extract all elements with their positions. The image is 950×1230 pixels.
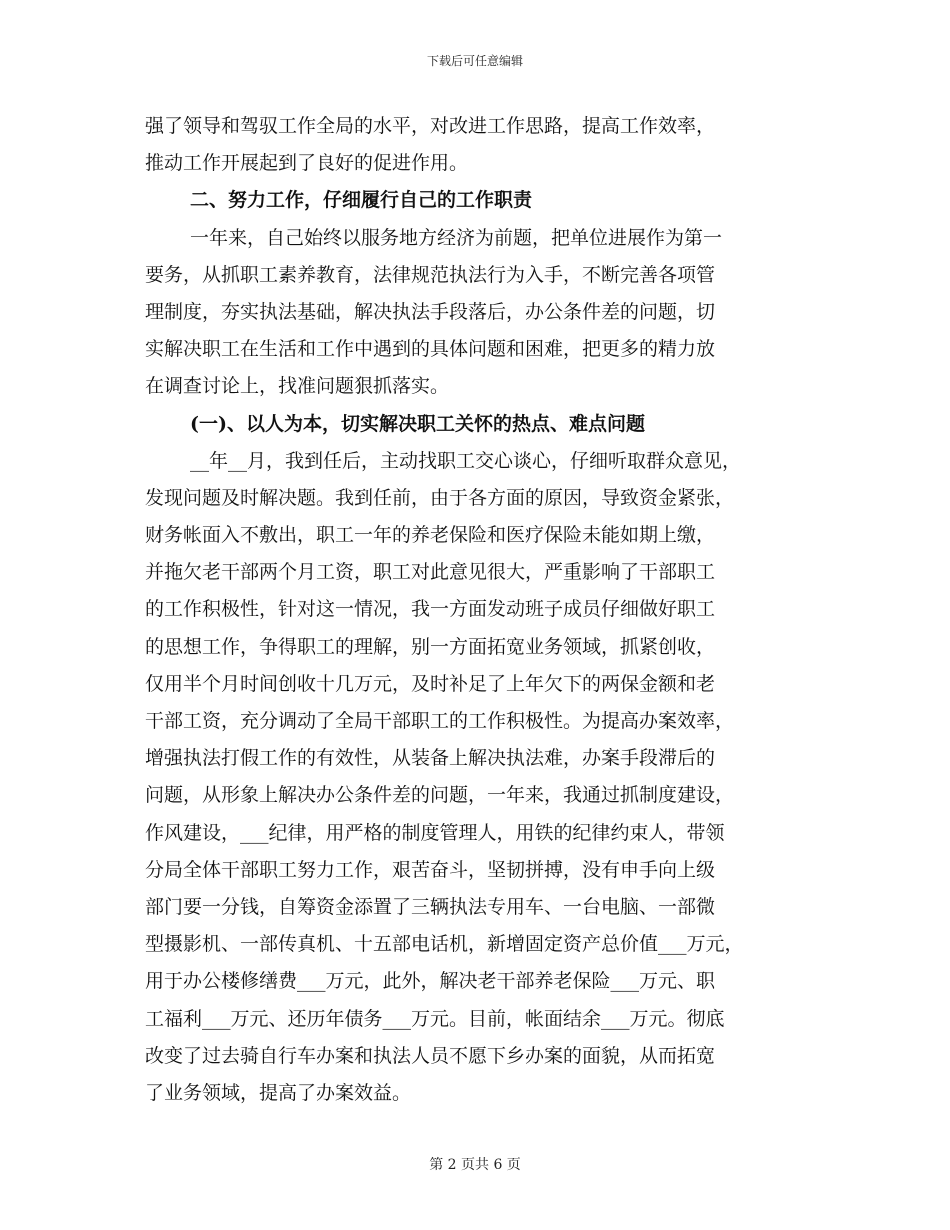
- paragraph-line: 问题，从形象上解决办公条件差的问题，一年来，我通过抓制度建设，: [145, 784, 735, 807]
- paragraph-line: 发现问题及时解决题。我到任前，由于各方面的原因，导致资金紧张，: [145, 486, 735, 509]
- paragraph-line: 的思想工作，争得职工的理解，别一方面拓宽业务领域，抓紧创收，: [145, 635, 716, 658]
- paragraph-line: 改变了过去骑自行车办案和执法人员不愿下乡办案的面貌，从而拓宽: [145, 1044, 716, 1067]
- paragraph-line: 推动工作开展起到了良好的促进作用。: [145, 152, 469, 175]
- paragraph-line: 了业务领域，提高了办案效益。: [145, 1081, 412, 1104]
- section-heading: 二、努力工作，仔细履行自己的工作职责: [190, 189, 533, 212]
- paragraph-line: 理制度，夯实执法基础，解决执法手段落后，办公条件差的问题，切: [145, 300, 716, 323]
- paragraph-line: 要务，从抓职工素养教育，法律规范执法行为入手，不断完善各项管: [145, 263, 716, 286]
- paragraph-line: 一年来，自己始终以服务地方经济为前题，把单位进展作为第一: [190, 226, 723, 249]
- paragraph-line: 仅用半个月时间创收十几万元，及时补足了上年欠下的两保金额和老: [145, 672, 716, 695]
- paragraph-line: 用于办公楼修缮费___万元，此外，解决老干部养老保险___万元、职: [145, 970, 716, 993]
- paragraph-line: 财务帐面入不敷出，职工一年的养老保险和医疗保险未能如期上缴，: [145, 524, 716, 547]
- paragraph-line: 工福利___万元、还历年债务___万元。目前，帐面结余___万元。彻底: [145, 1007, 725, 1030]
- paragraph-line: 分局全体干部职工努力工作，艰苦奋斗，坚韧拼搏，没有申手向上级: [145, 858, 716, 881]
- paragraph-line: 干部工资，充分调动了全局干部职工的工作积极性。为提高办案效率，: [145, 710, 735, 732]
- paragraph-line: 的工作积极性，针对这一情况，我一方面发动班子成员仔细做好职工: [145, 598, 716, 621]
- paragraph-line: 实解决职工在生活和工作中遇到的具体问题和困难，把更多的精力放: [145, 338, 716, 361]
- section-heading: (一)、以人为本，切实解决职工关怀的热点、难点问题: [190, 412, 645, 435]
- paragraph-line: 并拖欠老干部两个月工资，职工对此意见很大，严重影响了干部职工: [145, 561, 716, 584]
- document-body: [145, 108, 817, 1112]
- paragraph-line: 在调查讨论上，找准问题狠抓落实。: [145, 375, 450, 398]
- paragraph-line: 作风建设，___纪律，用严格的制度管理人，用铁的纪律约束人，带领: [145, 821, 725, 844]
- page-header: 下载后可任意编辑: [426, 54, 523, 68]
- paragraph-line: 强了领导和驾驭工作全局的水平，对改进工作思路，提高工作效率，: [145, 115, 716, 137]
- paragraph-line: __年__月，我到任后，主动找职工交心谈心，仔细听取群众意见，: [190, 449, 742, 472]
- paragraph-line: 增强执法打假工作的有效性，从装备上解决执法难，办案手段滞后的: [145, 747, 716, 770]
- paragraph-line: 型摄影机、一部传真机、十五部电话机，新增固定资产总价值___万元，: [145, 933, 744, 956]
- paragraph-line: 部门要一分钱，自筹资金添置了三辆执法专用车、一台电脑、一部微: [145, 895, 716, 918]
- page-footer: 第 2 页共 6 页: [429, 1157, 521, 1173]
